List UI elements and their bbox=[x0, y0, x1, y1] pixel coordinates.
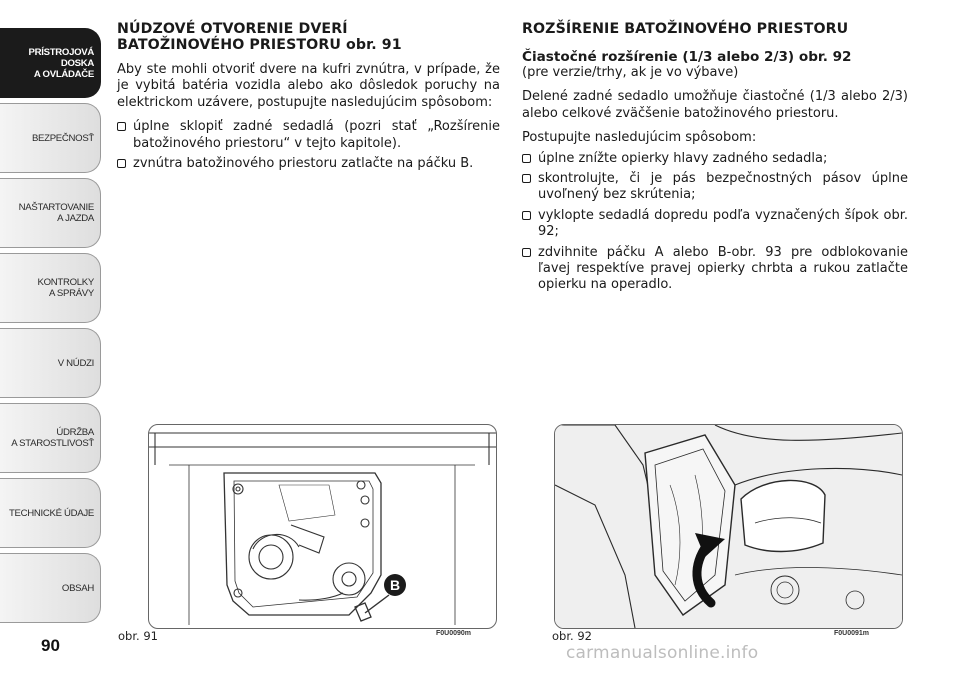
figure-92-seat-illustration bbox=[554, 424, 903, 629]
figure-92-code: F0U0091m bbox=[834, 630, 870, 637]
heading-line-1: NÚDZOVÉ OTVORENIE DVERÍ bbox=[117, 21, 348, 37]
list-item bbox=[117, 156, 500, 172]
figure-91-code: F0U0090m bbox=[436, 630, 472, 637]
marker-label: B bbox=[389, 577, 401, 593]
list-item bbox=[522, 208, 908, 241]
figure-91-caption: obr. 91 bbox=[118, 629, 158, 643]
tab-label: BEZPEČNOSŤ bbox=[31, 132, 94, 144]
tab-obsah[interactable] bbox=[0, 553, 101, 623]
steps-list bbox=[117, 119, 500, 172]
tab-v-nudzi[interactable] bbox=[0, 328, 101, 398]
intro-paragraph: Aby ste mohli otvoriť dvere na kufri zvnútra, v prípade, že je vybitá batéria vozidla alebo ako dôsledok poruchy na elektrickom uzávere, postupujte nasledujúcim spôsobom: bbox=[117, 62, 500, 110]
subheading-partial-extension: Čiastočné rozšírenie (1/3 alebo 2/3) obr. 92 bbox=[522, 49, 852, 65]
chapter-sidebar bbox=[0, 0, 101, 677]
tab-label: V NÚDZI bbox=[57, 357, 94, 369]
list-item bbox=[522, 151, 908, 167]
paragraph-procedure: Postupujte nasledujúcim spôsobom: bbox=[522, 130, 757, 146]
checkbox-bullet-icon bbox=[522, 211, 531, 220]
right-column bbox=[522, 21, 908, 298]
tab-label: TECHNICKÉ ÚDAJE bbox=[8, 507, 94, 519]
list-item bbox=[117, 119, 500, 152]
heading-line-2: BATOŽINOVÉHO PRIESTORU bbox=[117, 37, 341, 53]
tab-label: PRÍSTROJOVÁ DOSKA A OVLÁDAČE bbox=[28, 46, 94, 80]
callout-marker-b bbox=[384, 574, 406, 596]
section-heading-emergency-opening bbox=[117, 21, 500, 53]
tab-label: NAŠTARTOVANIE A JAZDA bbox=[18, 202, 94, 224]
checkbox-bullet-icon bbox=[117, 122, 126, 131]
list-item-text: zdvihnite páčku A alebo B-obr. 93 pre odblokovanie ľavej respektíve pravej opierky chrbta a rukou zatlačte opierku na operadlo. bbox=[538, 244, 908, 293]
list-item bbox=[522, 245, 908, 294]
tab-label: KONTROLKY A SPRÁVY bbox=[37, 277, 94, 299]
figure-92-caption: obr. 92 bbox=[552, 629, 592, 643]
page-number: 90 bbox=[41, 636, 60, 655]
tab-technicke-udaje[interactable] bbox=[0, 478, 101, 548]
left-column bbox=[117, 21, 500, 176]
seat-folding-drawing bbox=[555, 425, 902, 628]
tab-bezpecnost[interactable] bbox=[0, 103, 101, 173]
checkbox-bullet-icon bbox=[117, 159, 126, 168]
watermark: carmanualsonline.info bbox=[566, 643, 759, 663]
tab-label: ÚDRŽBA A STAROSTLIVOSŤ bbox=[11, 427, 94, 449]
steps-list bbox=[522, 151, 908, 294]
tab-udrzba[interactable] bbox=[0, 403, 101, 473]
checkbox-bullet-icon bbox=[522, 154, 531, 163]
checkbox-bullet-icon bbox=[522, 174, 531, 183]
list-item bbox=[522, 171, 908, 204]
tab-kontrolky[interactable] bbox=[0, 253, 101, 323]
list-item-text: vyklopte sedadlá dopredu podľa vyznačených šípok obr. 92; bbox=[538, 207, 908, 240]
tab-nastartovanie[interactable] bbox=[0, 178, 101, 248]
tab-label: OBSAH bbox=[61, 582, 94, 594]
checkbox-bullet-icon bbox=[522, 248, 531, 257]
lock-mechanism-drawing bbox=[149, 425, 496, 628]
section-heading-luggage-extension: ROZŠÍRENIE BATOŽINOVÉHO PRIESTORU bbox=[522, 21, 849, 37]
list-item-text: skontrolujte, či je pás bezpečnostných pásov úplne uvoľnený bez skrútenia; bbox=[538, 171, 908, 203]
figure-91-lock-illustration bbox=[148, 424, 497, 629]
list-item-text: úplne znížte opierky hlavy zadného sedadla; bbox=[538, 150, 828, 166]
tab-pristrojova-doska[interactable] bbox=[0, 28, 101, 98]
subheading-note: (pre verzie/trhy, ak je vo výbave) bbox=[522, 65, 739, 80]
paragraph-split-seat: Delené zadné sedadlo umožňuje čiastočné (1/3 alebo 2/3) alebo celkové zväčšenie batožinového priestoru. bbox=[522, 89, 908, 121]
figure-reference: obr. 91 bbox=[346, 37, 402, 53]
list-item-text: zvnútra batožinového priestoru zatlačte na páčku B. bbox=[133, 156, 474, 172]
list-item-text: úplne sklopiť zadné sedadlá (pozri stať „Rozšírenie batožinového priestoru“ v tejto kapitole). bbox=[133, 119, 500, 151]
